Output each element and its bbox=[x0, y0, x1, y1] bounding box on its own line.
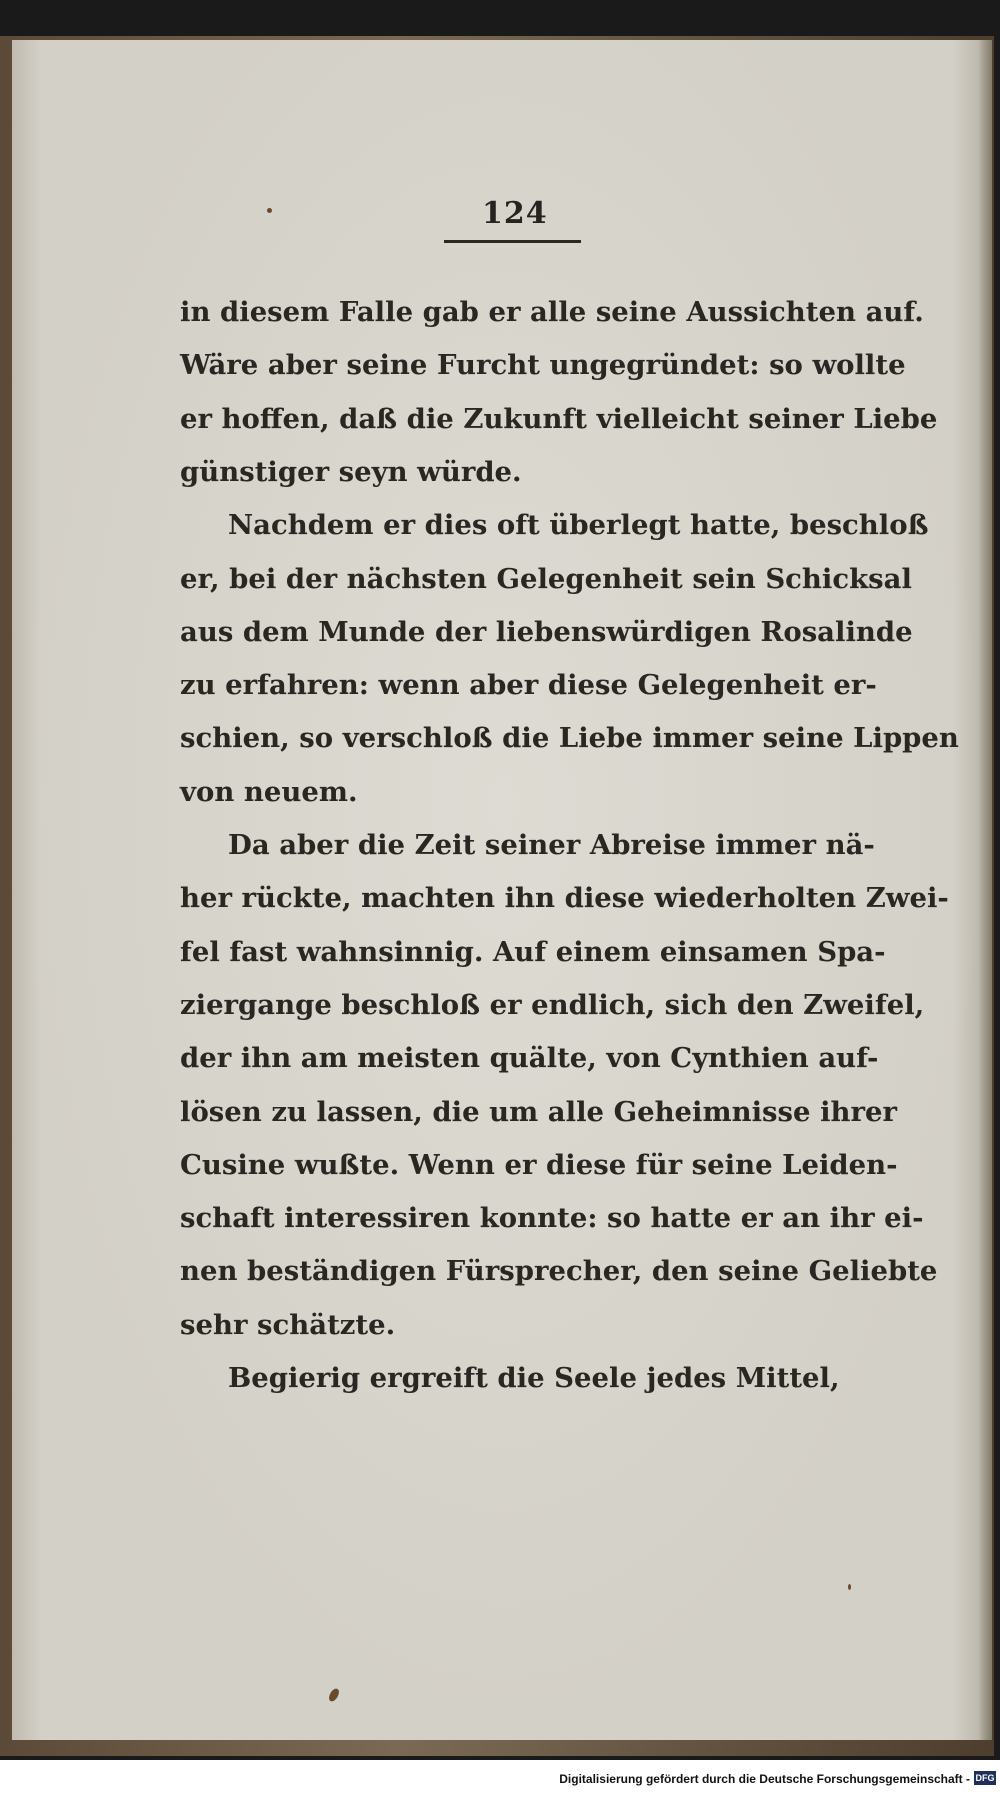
text-line: Da aber die Zeit seiner Abreise immer nä- bbox=[228, 829, 875, 861]
ink-speck bbox=[267, 208, 272, 213]
text-line: nen beständigen Fürsprecher, den seine Geliebte bbox=[180, 1255, 938, 1288]
text-line: zu erfahren: wenn aber diese Gelegenheit er- bbox=[180, 669, 877, 702]
text-line: lösen zu lassen, die um alle Geheimnisse ihrer bbox=[180, 1095, 897, 1128]
text-line: er, bei der nächsten Gelegenheit sein Schicksal bbox=[180, 562, 912, 595]
ink-speck bbox=[848, 1584, 851, 1590]
text-line: Cusine wußte. Wenn er diese für seine Leiden- bbox=[180, 1148, 898, 1181]
text-line: sehr schätzte. bbox=[180, 1308, 396, 1341]
page-gutter-shadow bbox=[978, 40, 992, 1740]
text-line: günstiger seyn würde. bbox=[180, 455, 522, 488]
text-line: von neuem. bbox=[180, 775, 358, 808]
text-line: Begierig ergreift die Seele jedes Mittel, bbox=[228, 1362, 840, 1394]
text-line: ziergange beschloß er endlich, sich den Zweifel, bbox=[180, 988, 925, 1021]
text-line: schaft interessiren konnte: so hatte er an ihr ei- bbox=[180, 1202, 924, 1235]
funding-credit: Digitalisierung gefördert durch die Deutsche Forschungsgemeinschaft - bbox=[559, 1772, 970, 1786]
dfg-logo: DFG bbox=[975, 1773, 995, 1783]
text-line: aus dem Munde der liebenswürdigen Rosalinde bbox=[180, 615, 913, 648]
header-rule bbox=[444, 240, 581, 243]
text-line: schien, so verschloß die Liebe immer seine Lippen bbox=[180, 722, 959, 755]
text-line: in diesem Falle gab er alle seine Aussichten auf. bbox=[180, 296, 924, 328]
page-number: 124 bbox=[482, 196, 548, 231]
ink-speck bbox=[327, 1687, 341, 1703]
text-line: Wäre aber seine Furcht ungegründet: so wollte bbox=[180, 349, 906, 382]
text-line: Nachdem er dies oft überlegt hatte, beschloß bbox=[228, 509, 929, 542]
text-line: fel fast wahnsinnig. Auf einem einsamen Spa- bbox=[180, 935, 886, 968]
text-line: der ihn am meisten quälte, von Cynthien auf- bbox=[180, 1042, 879, 1075]
text-line: er hoffen, daß die Zukunft vielleicht seiner Liebe bbox=[180, 402, 938, 435]
text-line: her rückte, machten ihn diese wiederholten Zwei- bbox=[180, 882, 949, 915]
